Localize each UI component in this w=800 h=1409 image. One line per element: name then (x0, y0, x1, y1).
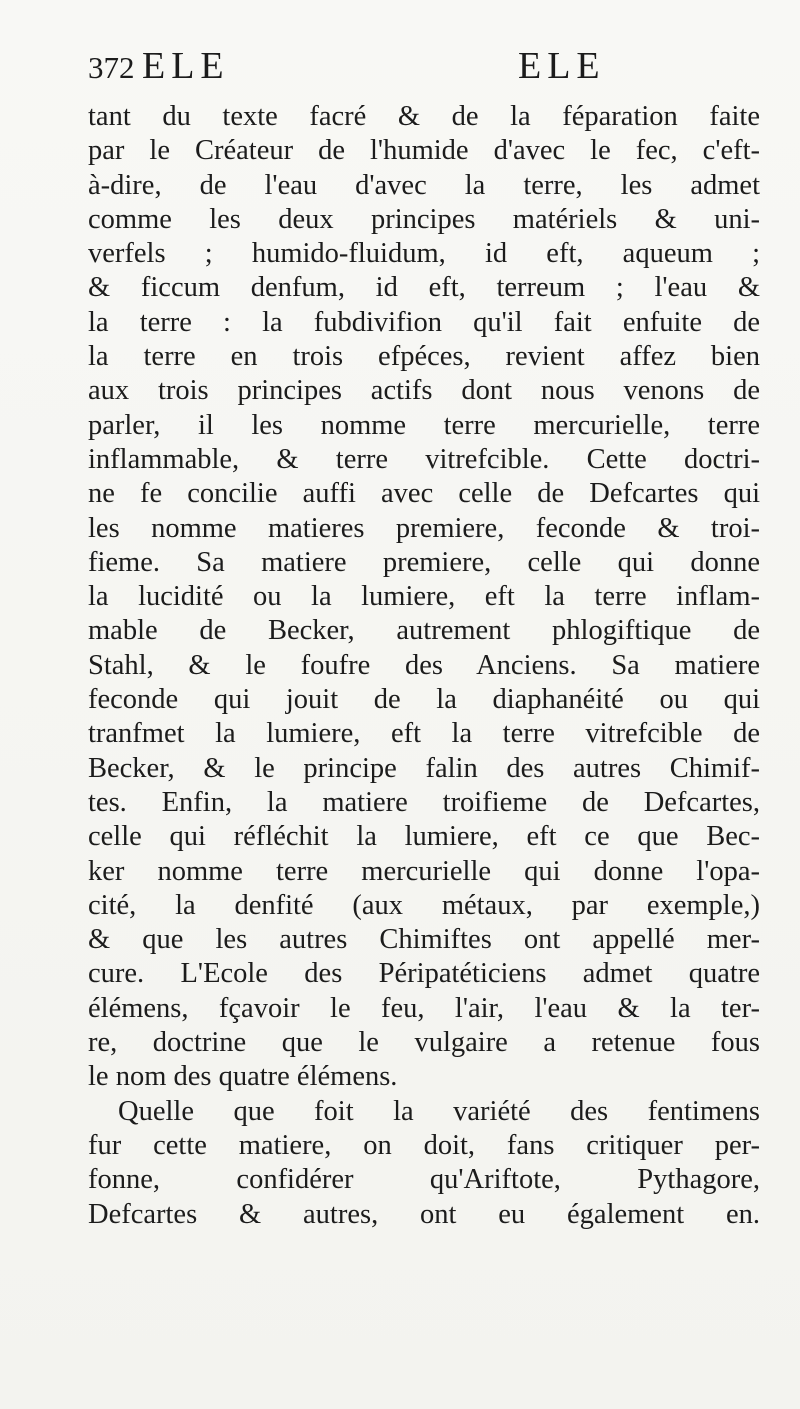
text-line: la lucidité ou la lumiere, eft la terre inflam- (88, 581, 760, 613)
text-line: le nom des quatre élémens. (88, 1061, 398, 1093)
text-line: la terre : la fubdivifion qu'il fait enfuite de (88, 306, 760, 338)
text-line: Defcartes & autres, ont eu également en. (88, 1198, 760, 1230)
text-line: parler, il les nomme terre mercurielle, terre (88, 409, 760, 441)
body-text (88, 100, 760, 1232)
text-line: mable de Becker, autrement phlogiftique de (88, 615, 760, 647)
page-header (88, 44, 728, 94)
text-line: tant du texte facré & de la féparation faite (88, 101, 760, 132)
running-head-left: ELE (142, 45, 230, 87)
text-line: celle qui réfléchit la lumiere, eft ce que Bec- (88, 821, 760, 853)
text-line: fonne, confidérer qu'Ariftote, Pythagore, (88, 1164, 760, 1196)
text-line: Quelle que foit la variété des fentimens (118, 1095, 760, 1127)
text-line: élémens, fçavoir le feu, l'air, l'eau & la ter- (88, 992, 760, 1024)
text-line: inflammable, & terre vitrefcible. Cette doctri- (88, 443, 760, 475)
text-line: ne fe concilie auffi avec celle de Defcartes qui (88, 478, 760, 510)
text-line: feconde qui jouit de la diaphanéité ou qui (88, 684, 760, 716)
text-line: Becker, & le principe falin des autres Chimif- (88, 752, 760, 784)
running-head-right: ELE (518, 45, 606, 87)
text-line: ker nomme terre mercurielle qui donne l'opa- (88, 855, 760, 887)
text-line: tranfmet la lumiere, eft la terre vitrefcible de (88, 718, 760, 750)
text-line: fieme. Sa matiere premiere, celle qui donne (88, 546, 760, 578)
text-line: la terre en trois efpéces, revient affez bien (88, 341, 760, 373)
text-line: & que les autres Chimiftes ont appellé mer- (88, 924, 760, 956)
text-line: Stahl, & le foufre des Anciens. Sa matiere (88, 649, 760, 681)
text-line: fur cette matiere, on doit, fans critiquer per- (88, 1129, 760, 1161)
text-line: & ficcum denfum, id eft, terreum ; l'eau & (88, 272, 760, 304)
text-line: aux trois principes actifs dont nous venons de (88, 375, 760, 407)
text-line: les nomme matieres premiere, feconde & troi- (88, 512, 760, 544)
text-line: verfels ; humido-fluidum, id eft, aqueum ; (88, 238, 760, 270)
page-number: 372 (88, 50, 135, 85)
text-line: à-dire, de l'eau d'avec la terre, les admet (88, 169, 760, 201)
text-line: cité, la denfité (aux métaux, par exemple,) (88, 889, 760, 921)
text-line: par le Créateur de l'humide d'avec le fec, c'eft- (88, 135, 760, 167)
text-line: cure. L'Ecole des Péripatéticiens admet quatre (88, 958, 760, 990)
text-line: tes. Enfin, la matiere troifieme de Defcartes, (88, 786, 760, 818)
text-line: comme les deux principes matériels & uni- (88, 203, 760, 235)
text-line: re, doctrine que le vulgaire a retenue fous (88, 1027, 760, 1059)
